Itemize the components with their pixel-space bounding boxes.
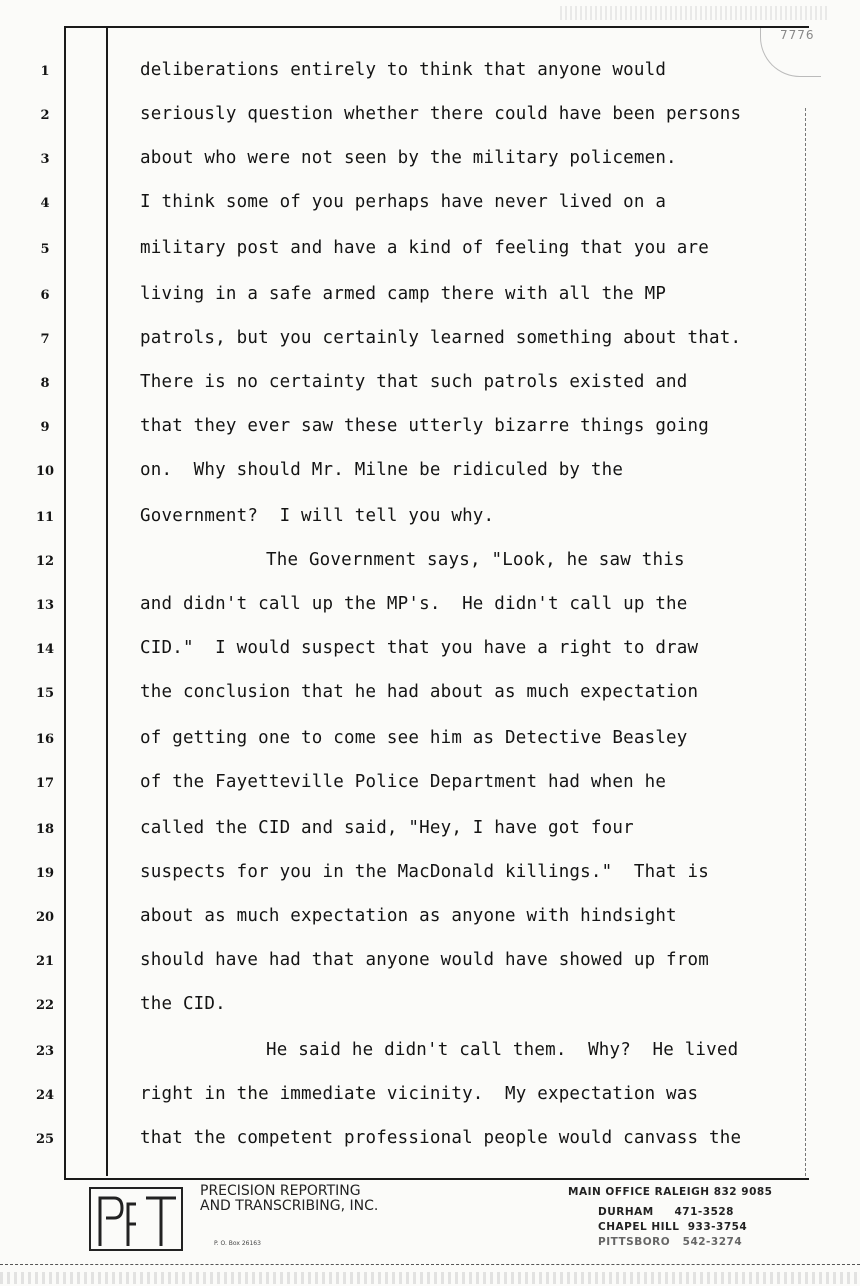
line-number: 22 bbox=[35, 998, 55, 1013]
line-text: deliberations entirely to think that anyone would bbox=[140, 60, 667, 80]
transcript-line bbox=[0, 994, 860, 1024]
company-name-line2: AND TRANSCRIBING, INC. bbox=[200, 1198, 379, 1214]
office-phone: 933-3754 bbox=[687, 1221, 748, 1233]
line-text: He said he didn't call them. Why? He lived bbox=[266, 1040, 739, 1060]
transcript-line bbox=[0, 372, 860, 402]
office-row bbox=[598, 1236, 742, 1248]
line-text: living in a safe armed camp there with all the MP bbox=[140, 284, 667, 304]
office-phone: 542-3274 bbox=[682, 1236, 743, 1248]
office-row bbox=[598, 1221, 747, 1233]
transcript-line bbox=[0, 238, 860, 268]
transcript-line bbox=[0, 550, 860, 580]
line-text: about as much expectation as anyone with hindsight bbox=[140, 906, 677, 926]
line-number: 4 bbox=[40, 196, 50, 211]
transcript-line bbox=[0, 862, 860, 892]
line-text: There is no certainty that such patrols existed and bbox=[140, 372, 688, 392]
transcript-line bbox=[0, 1040, 860, 1070]
line-number: 7 bbox=[40, 332, 50, 347]
line-number: 3 bbox=[40, 152, 50, 167]
line-number: 14 bbox=[35, 642, 55, 657]
transcript-line bbox=[0, 416, 860, 446]
line-number: 21 bbox=[35, 954, 55, 969]
line-number: 1 bbox=[40, 64, 50, 79]
line-text: The Government says, "Look, he saw this bbox=[266, 550, 685, 570]
line-number: 20 bbox=[35, 910, 55, 925]
line-number: 24 bbox=[35, 1088, 55, 1103]
line-text: that the competent professional people would canvass the bbox=[140, 1128, 742, 1148]
transcript-line bbox=[0, 594, 860, 624]
line-number: 9 bbox=[40, 420, 50, 435]
line-number: 15 bbox=[35, 686, 55, 701]
line-number: 16 bbox=[35, 732, 55, 747]
line-number: 19 bbox=[35, 866, 55, 881]
line-text: I think some of you perhaps have never lived on a bbox=[140, 192, 667, 212]
line-text: patrols, but you certainly learned something about that. bbox=[140, 328, 742, 348]
line-text: called the CID and said, "Hey, I have got four bbox=[140, 818, 634, 838]
line-text: and didn't call up the MP's. He didn't call up the bbox=[140, 594, 688, 614]
transcript-line bbox=[0, 506, 860, 536]
line-number: 10 bbox=[35, 464, 55, 479]
transcript-line bbox=[0, 950, 860, 980]
transcript-line bbox=[0, 148, 860, 178]
transcript-line bbox=[0, 192, 860, 222]
office-row bbox=[568, 1186, 772, 1198]
line-number: 25 bbox=[35, 1132, 55, 1147]
transcript-line bbox=[0, 460, 860, 490]
page-footer bbox=[0, 1176, 860, 1286]
line-text: that they ever saw these utterly bizarre things going bbox=[140, 416, 710, 436]
company-name bbox=[200, 1184, 378, 1214]
line-text: suspects for you in the MacDonald killings." That is bbox=[140, 862, 710, 882]
line-number: 6 bbox=[40, 288, 50, 303]
office-phone: 832 9085 bbox=[713, 1186, 773, 1198]
line-number: 18 bbox=[35, 822, 55, 837]
office-row bbox=[598, 1206, 734, 1218]
transcript-line bbox=[0, 328, 860, 358]
office-label: DURHAM bbox=[598, 1206, 654, 1218]
line-text: about who were not seen by the military policemen. bbox=[140, 148, 677, 168]
transcript-line bbox=[0, 728, 860, 758]
office-label: CHAPEL HILL bbox=[598, 1221, 680, 1233]
line-text: Government? I will tell you why. bbox=[140, 506, 495, 526]
transcript-line bbox=[0, 284, 860, 314]
line-text: should have had that anyone would have showed up from bbox=[140, 950, 710, 970]
line-text: seriously question whether there could have been persons bbox=[140, 104, 742, 124]
transcript-line bbox=[0, 906, 860, 936]
transcript-line bbox=[0, 772, 860, 802]
footer-rule bbox=[0, 1264, 860, 1265]
line-text: right in the immediate vicinity. My expectation was bbox=[140, 1084, 699, 1104]
office-phone: 471-3528 bbox=[674, 1206, 734, 1218]
line-number: 2 bbox=[40, 108, 50, 123]
transcript-line bbox=[0, 1128, 860, 1158]
po-box: P. O. Box 26163 bbox=[214, 1240, 261, 1247]
line-number: 12 bbox=[35, 554, 55, 569]
line-number: 11 bbox=[35, 510, 55, 525]
line-number: 23 bbox=[35, 1044, 55, 1059]
transcript-line bbox=[0, 818, 860, 848]
company-name-line1: PRECISION REPORTING bbox=[200, 1183, 361, 1199]
line-text: military post and have a kind of feeling that you are bbox=[140, 238, 710, 258]
line-text: the conclusion that he had about as much expectation bbox=[140, 682, 699, 702]
scan-artifact bbox=[0, 1272, 860, 1284]
scan-artifact bbox=[560, 6, 830, 20]
line-text: the CID. bbox=[140, 994, 226, 1014]
transcript-line bbox=[0, 682, 860, 712]
line-number: 5 bbox=[40, 242, 50, 257]
office-label: MAIN OFFICE RALEIGH bbox=[568, 1186, 710, 1198]
line-text: of getting one to come see him as Detective Beasley bbox=[140, 728, 688, 748]
page-number: 7776 bbox=[780, 28, 815, 42]
transcript-line bbox=[0, 638, 860, 668]
line-text: CID." I would suspect that you have a right to draw bbox=[140, 638, 699, 658]
transcript-line bbox=[0, 104, 860, 134]
line-text: of the Fayetteville Police Department had when he bbox=[140, 772, 667, 792]
office-label: PITTSBORO bbox=[598, 1236, 671, 1248]
transcript-line bbox=[0, 1084, 860, 1114]
transcript-line bbox=[0, 60, 860, 90]
line-number: 13 bbox=[35, 598, 55, 613]
line-text: on. Why should Mr. Milne be ridiculed by the bbox=[140, 460, 624, 480]
company-logo-icon bbox=[88, 1184, 184, 1256]
line-number: 17 bbox=[35, 776, 55, 791]
line-number: 8 bbox=[40, 376, 50, 391]
